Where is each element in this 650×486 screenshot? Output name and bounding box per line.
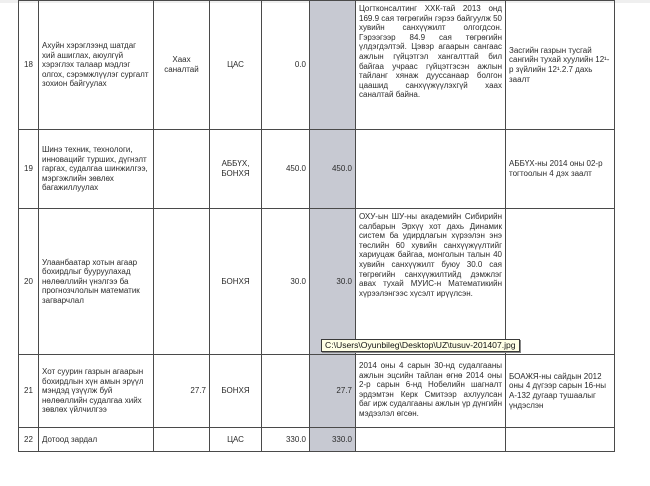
source-cell: ЦАС	[210, 1, 262, 130]
note-cell	[506, 209, 615, 355]
note-cell: БОАЖЯ-ны сайдын 2012 оны 4 дүгээр сарын 16-ны А-132 дугаар тушаалыг үндэслэн	[506, 355, 615, 428]
note-cell	[506, 428, 615, 452]
source-cell: АББҮХ, БОНХЯ	[210, 130, 262, 209]
amount-cell: 330.0	[262, 428, 310, 452]
row-number: 21	[19, 355, 39, 428]
row-number: 20	[19, 209, 39, 355]
table-row	[19, 355, 615, 428]
type-cell	[154, 130, 210, 209]
type-cell	[154, 428, 210, 452]
type-cell: 27.7	[154, 355, 210, 428]
budget-table	[18, 0, 615, 452]
status-cell: Цогтконсалтинг ХХК-тай 2013 онд 169.9 сая төгрөгийн гэрээ байгуулж 50 хувийн санхүүжилт олгогдсон. Гэрээгээр 84.9 сая төгрөгийн үлдэгдэлтэй. Цэвэр агаарын сангаас ажлын гүйцэтгэл хангалттай бил байгаа учраас гүйцэтгэсэн ажлын тайланг хянаж дууссанаар болгон цаашид санхүүжүүлэхгүй хаах саналтай байна.	[356, 1, 506, 130]
status-cell	[356, 428, 506, 452]
activity-cell: Дотоод зардал	[39, 428, 154, 452]
amount-shaded-cell: 330.0	[310, 428, 356, 452]
activity-cell: Улаанбаатар хотын агаар бохирдлыг бууруулахад нөлөөллийн үнэлгээ ба прогнозчлолын математик загварчлал	[39, 209, 154, 355]
amount-cell: 0.0	[262, 1, 310, 130]
row-number: 18	[19, 1, 39, 130]
amount-shaded-cell: 27.7	[310, 355, 356, 428]
note-cell: АББҮХ-ны 2014 оны 02-р тогтоолын 4 дэх заалт	[506, 130, 615, 209]
file-path-tooltip: C:\Users\Oyunbileg\Desktop\UZ\tusuv-201407.jpg	[321, 339, 520, 352]
activity-cell: Хот суурин газрын агаарын бохирдлын хүн амын эрүүл мэндэд үзүүлж буй нөлөөллийн судалгаа хийх зөвлөх үйлчилгээ	[39, 355, 154, 428]
status-cell	[356, 130, 506, 209]
amount-shaded-cell	[310, 1, 356, 130]
table-row	[19, 130, 615, 209]
activity-cell: Ахуйн хэрэглээнд шатдаг хий ашиглах, аюулгүй хэрэглэх талаар мэдлэг олгох, сэрэмжлүүлэг сургалт зохион байгуулах	[39, 1, 154, 130]
note-cell: Засгийн газрын тусгай сангийн тухай хуулийн 12¹-р зүйлийн 12¹.2.7 дахь заалт	[506, 1, 615, 130]
source-cell: БОНХЯ	[210, 355, 262, 428]
source-cell: ЦАС	[210, 428, 262, 452]
status-cell: ОХУ-ын ШУ-ны академийн Сибирийн салбарын Эрхүү хот дахь Динамик систем ба удирдлагын хүрээлэн энэ төслийн 60 хувийн санхүүжүүлтийг хариуцаж байгаа, монголын талын 40 хувийн санхүүжилт буюу 30.0 сая төгрөгийн санхүүжилтийд дэмжлэг авах тухай МУИС-н Математикийн хүрээлэнгээс хүсэлт ирүүлсэн.	[356, 209, 506, 355]
type-cell	[154, 209, 210, 355]
status-cell: 2014 оны 4 сарын 30-нд судалгааны ажлын эцсийн тайлан өгнө 2014 оны 2-р сарын 6-нд Нобелийн шагналт эрдэмтэн Керк Смитээр ахлуулсан баг ирж судалгааны ажлын үр дүнгийн мэдээлэл өгсөн.	[356, 355, 506, 428]
table-row	[19, 1, 615, 130]
amount-cell: 30.0	[262, 209, 310, 355]
row-number: 19	[19, 130, 39, 209]
amount-cell	[262, 355, 310, 428]
row-number: 22	[19, 428, 39, 452]
table-row	[19, 428, 615, 452]
type-cell: Хаах саналтай	[154, 1, 210, 130]
amount-shaded-cell: 450.0	[310, 130, 356, 209]
amount-shaded-cell: 30.0	[310, 209, 356, 355]
table-row	[19, 209, 615, 355]
amount-cell: 450.0	[262, 130, 310, 209]
activity-cell: Шинэ техник, технологи, инновацийг турших, дүгнэлт гаргах, судалгаа шинжилгээ, мэргэжлийн зөвлөх багажиллуулах	[39, 130, 154, 209]
source-cell: БОНХЯ	[210, 209, 262, 355]
